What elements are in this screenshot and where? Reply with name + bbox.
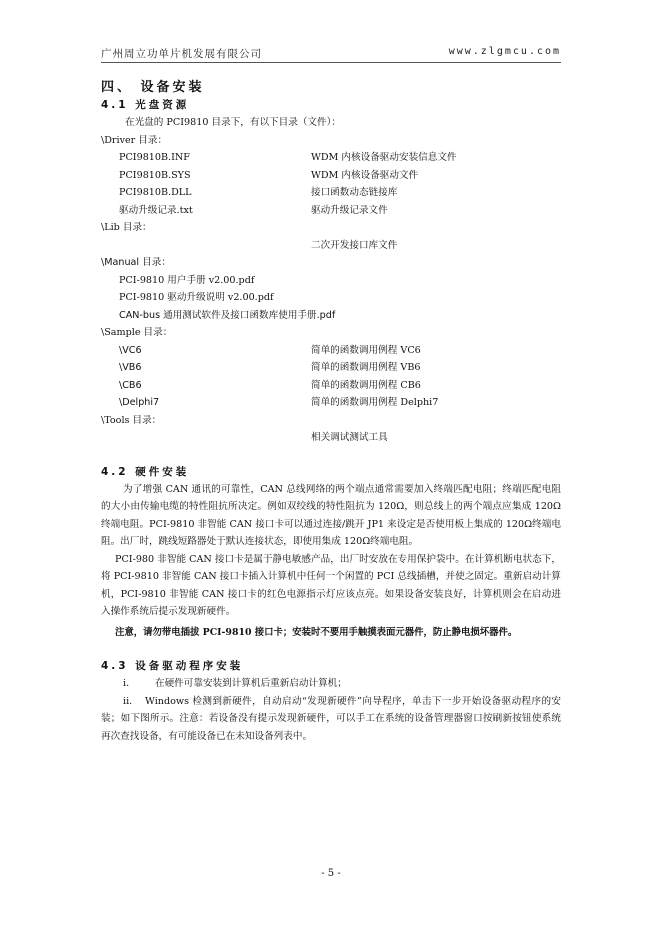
- file-row: [101, 377, 561, 395]
- file-row: [101, 272, 561, 290]
- file-row: [101, 289, 561, 307]
- file-desc: 简单的函数调用例程 Delphi7: [311, 397, 439, 408]
- file-desc: 二次开发接口库文件: [311, 239, 398, 251]
- list-item-number: i.: [123, 678, 130, 689]
- file-row: [101, 237, 561, 255]
- file-name: \CB6: [119, 379, 142, 391]
- dir-label-tools: \Tools 目录：: [101, 414, 162, 426]
- section-title: 四、 设备安装: [101, 80, 205, 95]
- list-item-text: 在硬件可靠安装到计算机后重新启动计算机；: [155, 678, 347, 689]
- file-name: \Delphi7: [119, 397, 160, 408]
- file-name: CAN-bus 通用测试软件及接口函数库使用手册.pdf: [119, 309, 336, 321]
- file-desc: WDM 内核设备驱动文件: [311, 169, 419, 181]
- file-row: [101, 307, 561, 325]
- file-desc: 简单的函数调用例程 VC6: [311, 344, 421, 356]
- file-row: [101, 359, 561, 377]
- file-name: PCI9810B.INF: [119, 152, 190, 163]
- file-name: PCI-9810 用户手册 v2.00.pdf: [119, 274, 255, 286]
- list-item: [101, 693, 561, 746]
- file-desc: WDM 内核设备驱动安装信息文件: [311, 152, 457, 163]
- file-name: PCI9810B.DLL: [119, 187, 192, 198]
- file-name: [101, 429, 311, 447]
- file-row: [101, 149, 561, 167]
- list-item-text: Windows 检测到新硬件，自动启动“发现新硬件”向导程序，单击下一步开始设备驱动程序的安装；如下图所示。注意：若设备没有提示发现新硬件，可以手工在系统的设备管理器窗口按刷新按钮使系统再次查找设备，有可能设备已在未知设备列表中。: [101, 695, 561, 742]
- file-desc: 简单的函数调用例程 VB6: [311, 362, 421, 373]
- file-name: \VB6: [119, 362, 142, 373]
- s42-paragraph-1: 为了增强 CAN 通讯的可靠性，CAN 总线网络的两个端点通常需要加入终端匹配电阻；终端匹配电阻的大小由传输电缆的特性阻抗所决定。例如双绞线的特性阻抗为 120Ω，则总线上的两个端点应集成 120Ω终端电阻。PCI-9810 非智能 CAN 接口卡可以通过连接/跳开 JP1 来设定是否使用板上集成的 120Ω终端电阻。出厂时，跳线短路器处于默认连接状态，即使用集成 120Ω终端电阻。: [101, 483, 561, 547]
- file-name: PCI9810B.SYS: [119, 169, 191, 181]
- list-item: [101, 675, 561, 693]
- file-row: [101, 184, 561, 202]
- list-item-number: ii.: [123, 695, 133, 707]
- s42-paragraph-2: PCI-980 非智能 CAN 接口卡是属于静电敏感产品，出厂时安放在专用保护袋中。在计算机断电状态下，将 PCI-9810 非智能 CAN 接口卡插入计算机中任何一个闲置的 PCI 总线插槽，并使之固定。重新启动计算机，PCI-9810 非智能 CAN 接口卡的红色电源指示灯应该点亮。如果设备安装良好，计算机则会在启动进入操作系统后提示发现新硬件。: [101, 553, 561, 617]
- file-row: [101, 429, 561, 447]
- file-row: [101, 202, 561, 220]
- subsection-title-4-3: 4.3 设备驱动程序安装: [101, 660, 244, 672]
- header-divider: [101, 62, 561, 63]
- header-company: 广州周立功单片机发展有限公司: [101, 48, 262, 60]
- file-desc: 简单的函数调用例程 CB6: [311, 379, 421, 391]
- s42-note: 注意，请勿带电插拔 PCI-9810 接口卡；安装时不要用手触摸表面元器件，防止静电损坏器件。: [115, 626, 518, 638]
- file-row: [101, 167, 561, 185]
- file-desc: 驱动升级记录文件: [311, 204, 388, 216]
- subsection-title-4-2: 4.2 硬件安装: [101, 465, 190, 478]
- dir-label-driver: \Driver 目录：: [101, 134, 168, 146]
- file-name: 驱动升级记录.txt: [119, 204, 193, 216]
- file-desc: 相关调试测试工具: [311, 432, 388, 443]
- file-name: [101, 237, 311, 255]
- file-row: [101, 342, 561, 360]
- file-desc: 接口函数动态链接库: [311, 187, 398, 198]
- dir-label-manual: \Manual 目录：: [101, 257, 171, 268]
- file-name: PCI-9810 驱动升级说明 v2.00.pdf: [119, 292, 274, 303]
- header-website: www.zlgmcu.com: [448, 46, 561, 57]
- file-name: \VC6: [119, 344, 142, 356]
- page-number: - 5 -: [321, 868, 341, 879]
- dir-label-lib: \Lib 目录：: [101, 222, 152, 233]
- file-row: [101, 394, 561, 412]
- dir-label-sample: \Sample 目录：: [101, 327, 173, 338]
- subsection-title-4-1: 4.1 光盘资源: [101, 99, 190, 111]
- s41-intro: 在光盘的 PCI9810 目录下，有以下目录（文件）：: [125, 117, 341, 128]
- page-content: [101, 79, 561, 745]
